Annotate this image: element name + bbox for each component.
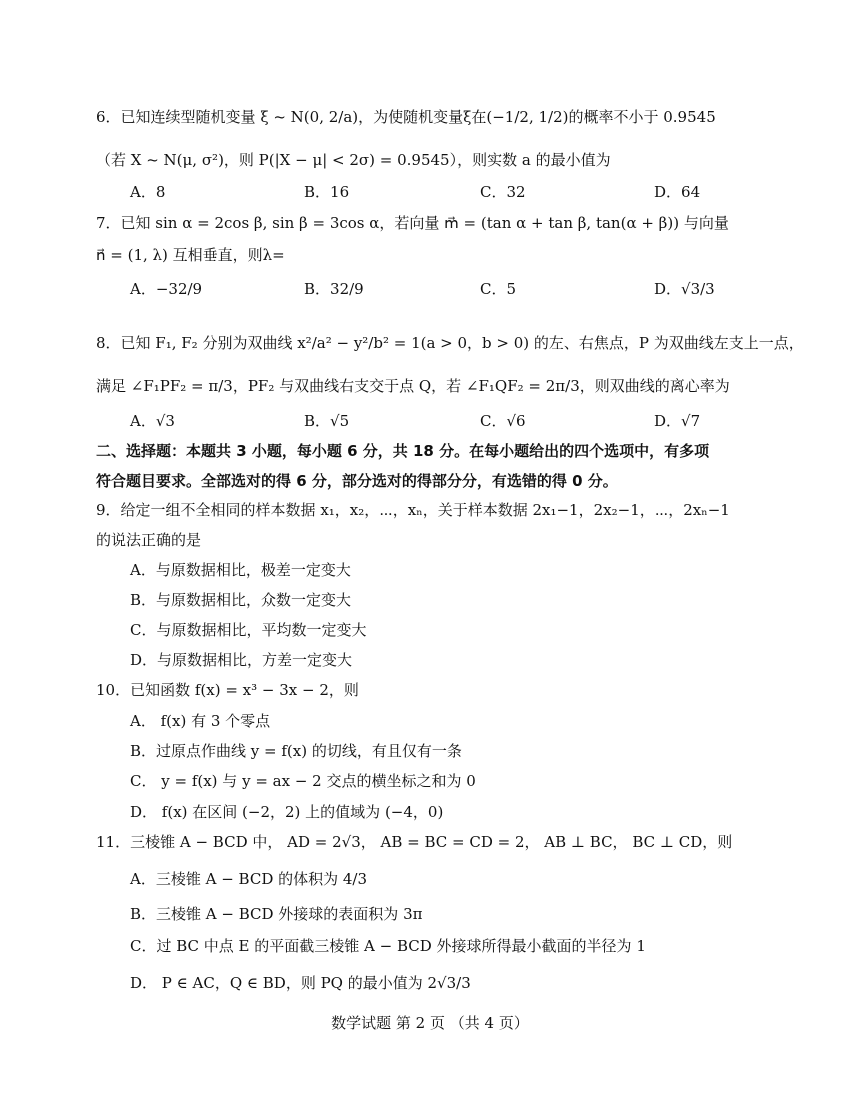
q7-option-b: B．32/9 [304, 280, 364, 298]
q7-stem-line1: 7．已知 sin α = 2cos β, sin β = 3cos α，若向量 m⃗ = (tan α + tan β, tan(α + β)) 与向量 [96, 214, 729, 232]
q6-option-a: A．8 [130, 183, 166, 201]
q8-stem-line1: 8．已知 F₁, F₂ 分别为双曲线 x²/a² − y²/b² = 1(a > 0，b > 0) 的左、右焦点，P 为双曲线左支上一点， [96, 334, 804, 352]
q6-option-c: C．32 [480, 183, 526, 201]
q7-option-d: D．√3/3 [654, 280, 715, 298]
q9-option-b: B．与原数据相比，众数一定变大 [130, 591, 352, 609]
q8-option-d: D．√7 [654, 412, 701, 430]
page-footer: 数学试题 第 2 页 （共 4 页） [331, 1014, 529, 1032]
q7-stem-line2: n⃗ = (1, λ) 互相垂直，则λ= [96, 246, 285, 264]
q9-stem-line1: 9．给定一组不全相同的样本数据 x₁，x₂，⋯，xₙ，关于样本数据 2x₁−1，2x₂−1，⋯，2xₙ−1 [96, 501, 730, 519]
q6-stem-line1: 6．已知连续型随机变量 ξ ~ N(0, 2/a)，为使随机变量ξ在(−1/2, 1/2)的概率不小于 0.9545 [96, 108, 716, 126]
q8-stem-line2: 满足 ∠F₁PF₂ = π/3，PF₂ 与双曲线右支交于点 Q，若 ∠F₁QF₂ = 2π/3，则双曲线的离心率为 [96, 377, 730, 395]
q9-option-a: A．与原数据相比，极差一定变大 [130, 561, 351, 579]
q11-option-b: B．三棱锥 A − BCD 外接球的表面积为 3π [130, 905, 423, 923]
q10-option-d: D． f(x) 在区间 (−2，2) 上的值域为 (−4，0) [130, 803, 444, 821]
section2-heading-line2: 符合题目要求。全部选对的得 6 分，部分选对的得部分分，有选错的得 0 分。 [96, 472, 618, 490]
q6-option-b: B．16 [304, 183, 350, 201]
q10-stem: 10．已知函数 f(x) = x³ − 3x − 2，则 [96, 681, 359, 699]
q8-option-b: B．√5 [304, 412, 350, 430]
q10-option-b: B．过原点作曲线 y = f(x) 的切线，有且仅有一条 [130, 742, 462, 760]
q7-option-c: C．5 [480, 280, 517, 298]
q11-option-c: C．过 BC 中点 E 的平面截三棱锥 A − BCD 外接球所得最小截面的半径为 1 [130, 937, 646, 955]
q10-option-c: C． y = f(x) 与 y = ax − 2 交点的横坐标之和为 0 [130, 772, 476, 790]
q11-option-a: A．三棱锥 A − BCD 的体积为 4/3 [130, 870, 368, 888]
q11-option-d: D． P ∈ AC，Q ∈ BD，则 PQ 的最小值为 2√3/3 [130, 974, 471, 992]
q7-option-a: A．−32/9 [130, 280, 203, 298]
section2-heading-line1: 二、选择题：本题共 3 小题，每小题 6 分，共 18 分。在每小题给出的四个选项中，有多项 [96, 442, 710, 460]
q9-option-d: D．与原数据相比，方差一定变大 [130, 651, 353, 669]
q8-option-a: A．√3 [130, 412, 175, 430]
q6-stem-line2: （若 X ~ N(μ, σ²)，则 P(|X − μ| < 2σ) = 0.9545），则实数 a 的最小值为 [96, 151, 611, 169]
q9-stem-line2: 的说法正确的是 [96, 531, 202, 549]
q6-option-d: D．64 [654, 183, 701, 201]
q8-option-c: C．√6 [480, 412, 526, 430]
q9-option-c: C．与原数据相比，平均数一定变大 [130, 621, 367, 639]
q10-option-a: A． f(x) 有 3 个零点 [130, 712, 271, 730]
q11-stem: 11．三棱锥 A − BCD 中， AD = 2√3， AB = BC = CD = 2， AB ⊥ BC， BC ⊥ CD，则 [96, 833, 733, 851]
